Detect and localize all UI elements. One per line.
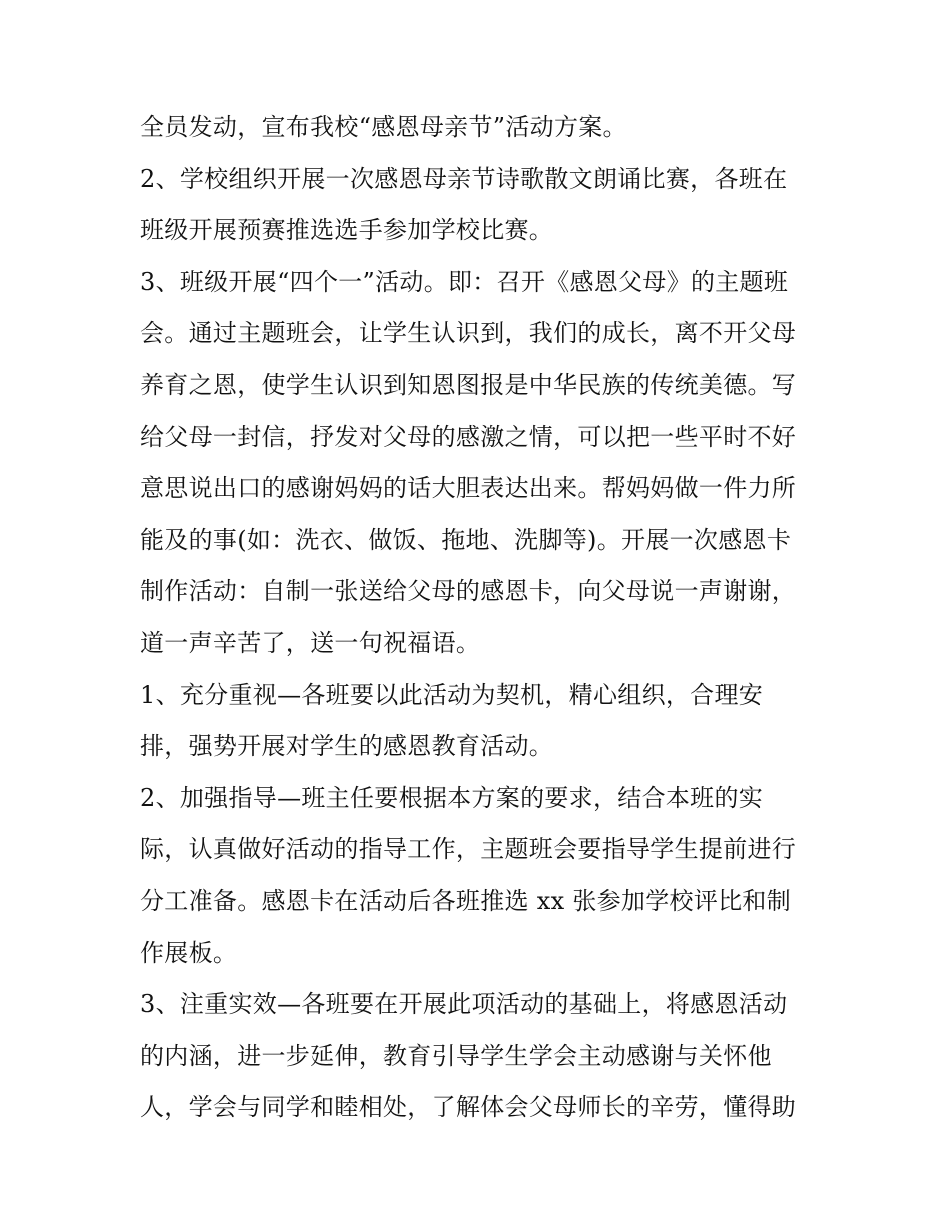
text-line: 分工准备。感恩卡在活动后各班推选 xx 张参加学校评比和制 — [140, 886, 792, 915]
text-line: 3、注重实效—各班要在开展此项活动的基础上，将感恩活动 — [140, 990, 788, 1019]
text-line: 2、学校组织开展一次感恩母亲节诗歌散文朗诵比赛，各班在 — [140, 164, 788, 193]
text-line: 全员发动，宣布我校“感恩母亲节”活动方案。 — [140, 113, 627, 141]
text-line: 班级开展预赛推选选手参加学校比赛。 — [140, 216, 554, 245]
text-line: 给父母一封信，抒发对父母的感激之情，可以把一些平时不好 — [140, 422, 797, 451]
text-line: 的内涵，进一步延伸，教育引导学生学会主动感谢与关怀他 — [140, 1041, 772, 1070]
text-line: 际，认真做好活动的指导工作，主题班会要指导学生提前进行 — [140, 835, 797, 864]
text-line: 1、充分重视—各班要以此活动为契机，精心组织，合理安 — [140, 680, 764, 709]
text-line: 作展板。 — [140, 938, 238, 967]
text-line: 排，强势开展对学生的感恩教育活动。 — [140, 732, 554, 761]
text-line: 3、班级开展“四个一”活动。即：召开《感恩父母》的主题班 — [140, 267, 789, 296]
text-line: 2、加强指导—班主任要根据本方案的要求，结合本班的实 — [140, 783, 764, 812]
text-line: 会。通过主题班会，让学生认识到，我们的成长，离不开父母 — [140, 319, 797, 348]
text-line: 制作活动：自制一张送给父母的感恩卡，向父母说一声谢谢， — [140, 577, 797, 606]
text-line: 道一声辛苦了，送一句祝福语。 — [140, 628, 481, 657]
text-line: 养育之恩，使学生认识到知恩图报是中华民族的传统美德。写 — [140, 370, 797, 399]
text-line: 能及的事(如：洗衣、做饭、拖地、洗脚等)。开展一次感恩卡 — [140, 525, 792, 554]
document-body — [140, 102, 830, 1134]
text-line: 意思说出口的感谢妈妈的话大胆表达出来。帮妈妈做一件力所 — [140, 474, 797, 503]
text-line: 人，学会与同学和睦相处，了解体会父母师长的辛劳，懂得助 — [140, 1093, 797, 1122]
